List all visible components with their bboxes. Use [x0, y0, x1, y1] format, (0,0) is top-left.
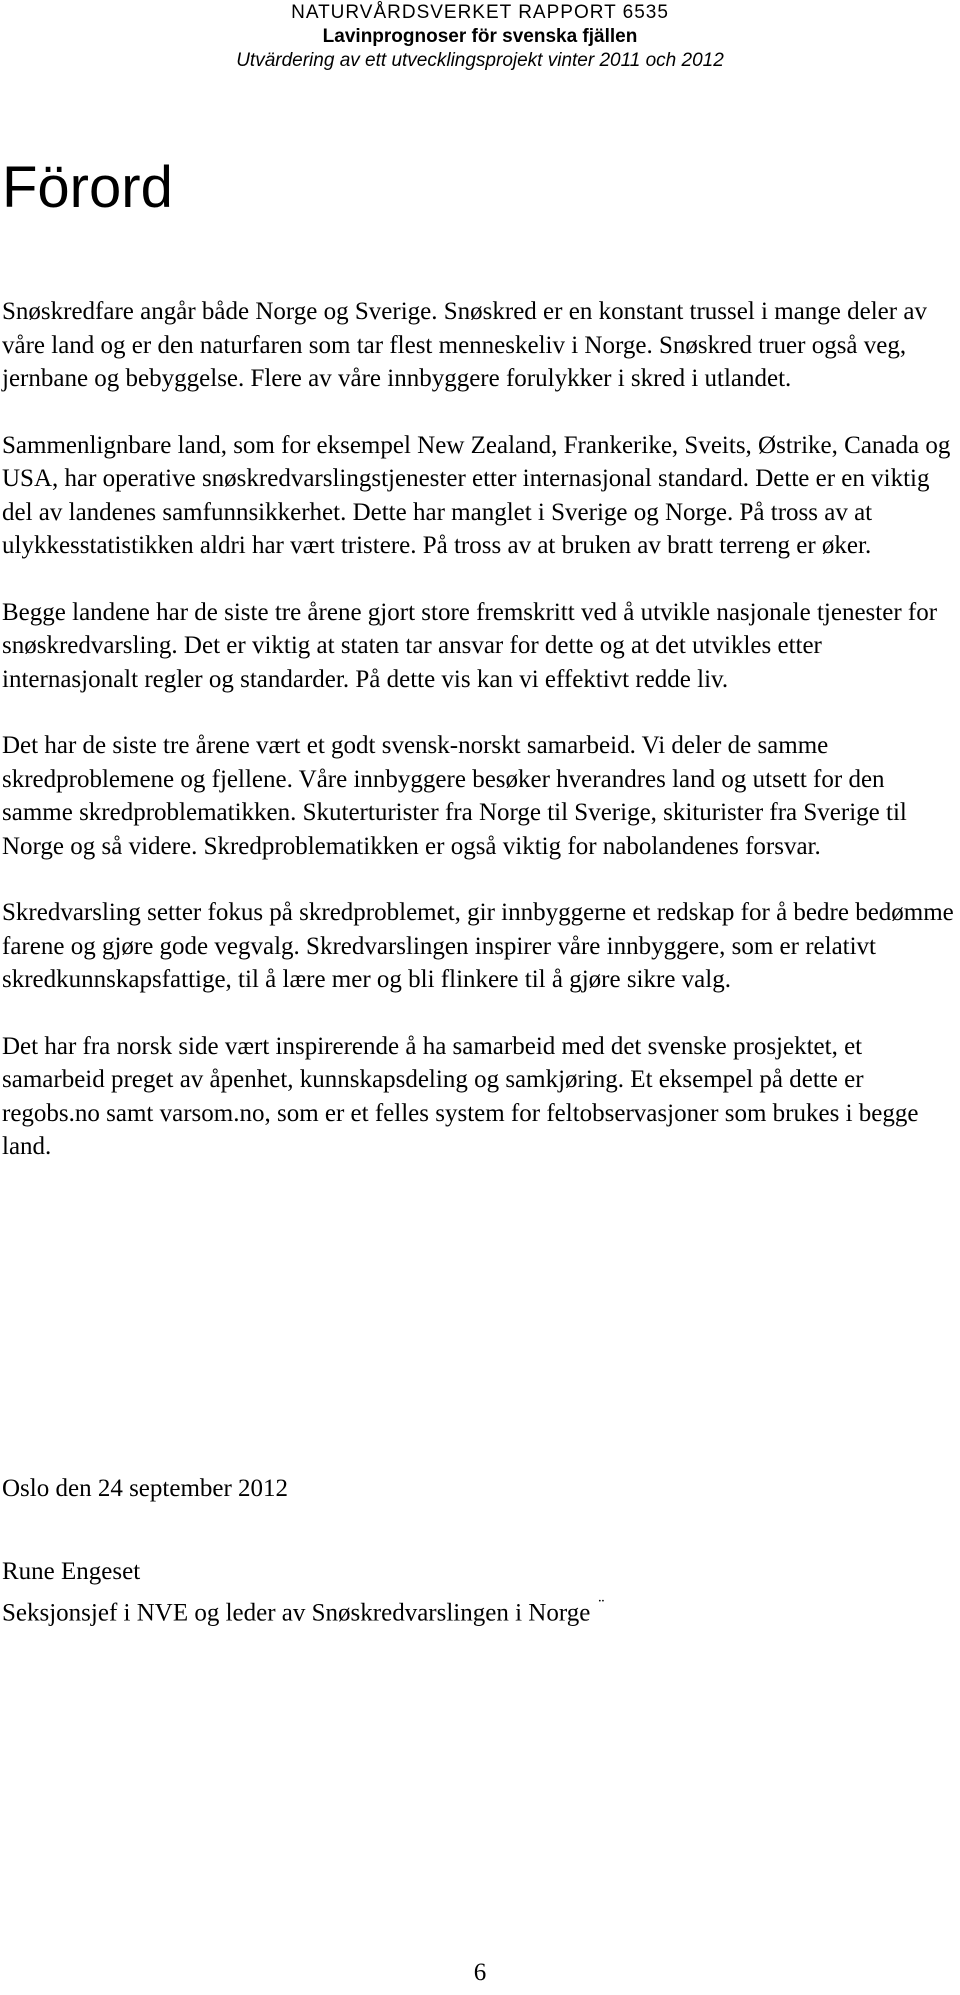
running-header — [0, 0, 960, 73]
signatory-name: Rune Engeset — [2, 1558, 141, 1585]
paragraph-5: Skredvarsling setter fokus på skredproblemet, gir innbyggerne et redskap for å bedre bedømme farene og gjøre gode vegvalg. Skredvarslingen inspirer våre innbyggere, som er relativt skredkunnskapsfattige, til å lære mer og bli flinkere til å gjøre sikre valg. — [2, 899, 954, 993]
paragraph-1: Snøskredfare angår både Norge og Sverige. Snøskred er en konstant trussel i mange deler av våre land og er den naturfaren som tar flest menneskeliv i Norge. Snøskred truer også veg, jernbane og bebyggelse. Flere av våre innbyggere forulykker i skred i utlandet. — [2, 298, 927, 392]
paragraph-3: Begge landene har de siste tre årene gjort store fremskritt ved å utvikle nasjonale tjenester for snøskredvarsling. Det er viktig at staten tar ansvar for dette og at det utvikles etter internasjonalt regler og standarder. På dette vis kan vi effektivt redde liv. — [2, 598, 938, 693]
page-title: Förord — [2, 155, 173, 220]
report-number: NATURVÅRDSVERKET RAPPORT 6535 — [291, 2, 669, 23]
signature-block — [2, 1555, 957, 1629]
signatory-role-line — [2, 1589, 957, 1630]
report-title: Lavinprognoser för svenska fjällen — [322, 26, 638, 47]
paragraph-2: Sammenlignbare land, som for eksempel New Zealand, Frankerike, Sveits, Østrike, Canada og USA, har operative snøskredvarslingstjenester etter internasjonal standard. Dette er en viktig del av landenes samfunnsikkerhet. Dette har manglet i Sverige og Norge. På tross av at ulykkesstatistikken aldri har vært tristere. På tross av at bruken av bratt terreng er øker. — [2, 431, 951, 559]
paragraph-6: Det har fra norsk side vært inspirerende å ha samarbeid med det svenske prosjektet, et samarbeid preget av åpenhet, kunnskapsdeling og samkjøring. Et eksempel på dette er regobs.no samt varsom.no, som er et felles system for feltobservasjoner som brukes i begge land. — [2, 1032, 919, 1160]
body-text — [2, 295, 957, 1197]
trail-mark: ¨ — [598, 1594, 605, 1615]
place-date: Oslo den 24 september 2012 — [2, 1475, 289, 1502]
signatory-role: Seksjonsjef i NVE og leder av Snøskredvarslingen i Norge — [2, 1598, 591, 1626]
report-subtitle: Utvärdering av ett utvecklingsprojekt vinter 2011 och 2012 — [236, 50, 724, 71]
page-number: 6 — [473, 1959, 487, 1986]
paragraph-4: Det har de siste tre årene vært et godt svensk-norskt samarbeid. Vi deler de samme skredproblemene og fjellene. Våre innbyggere besøker hverandres land og utsett for den samme skredproblematikken. Skuterturister fra Norge til Sverige, skiturister fra Sverige til Norge og så videre. Skredproblematikken er også viktig for nabolandenes forsvar. — [2, 732, 907, 860]
